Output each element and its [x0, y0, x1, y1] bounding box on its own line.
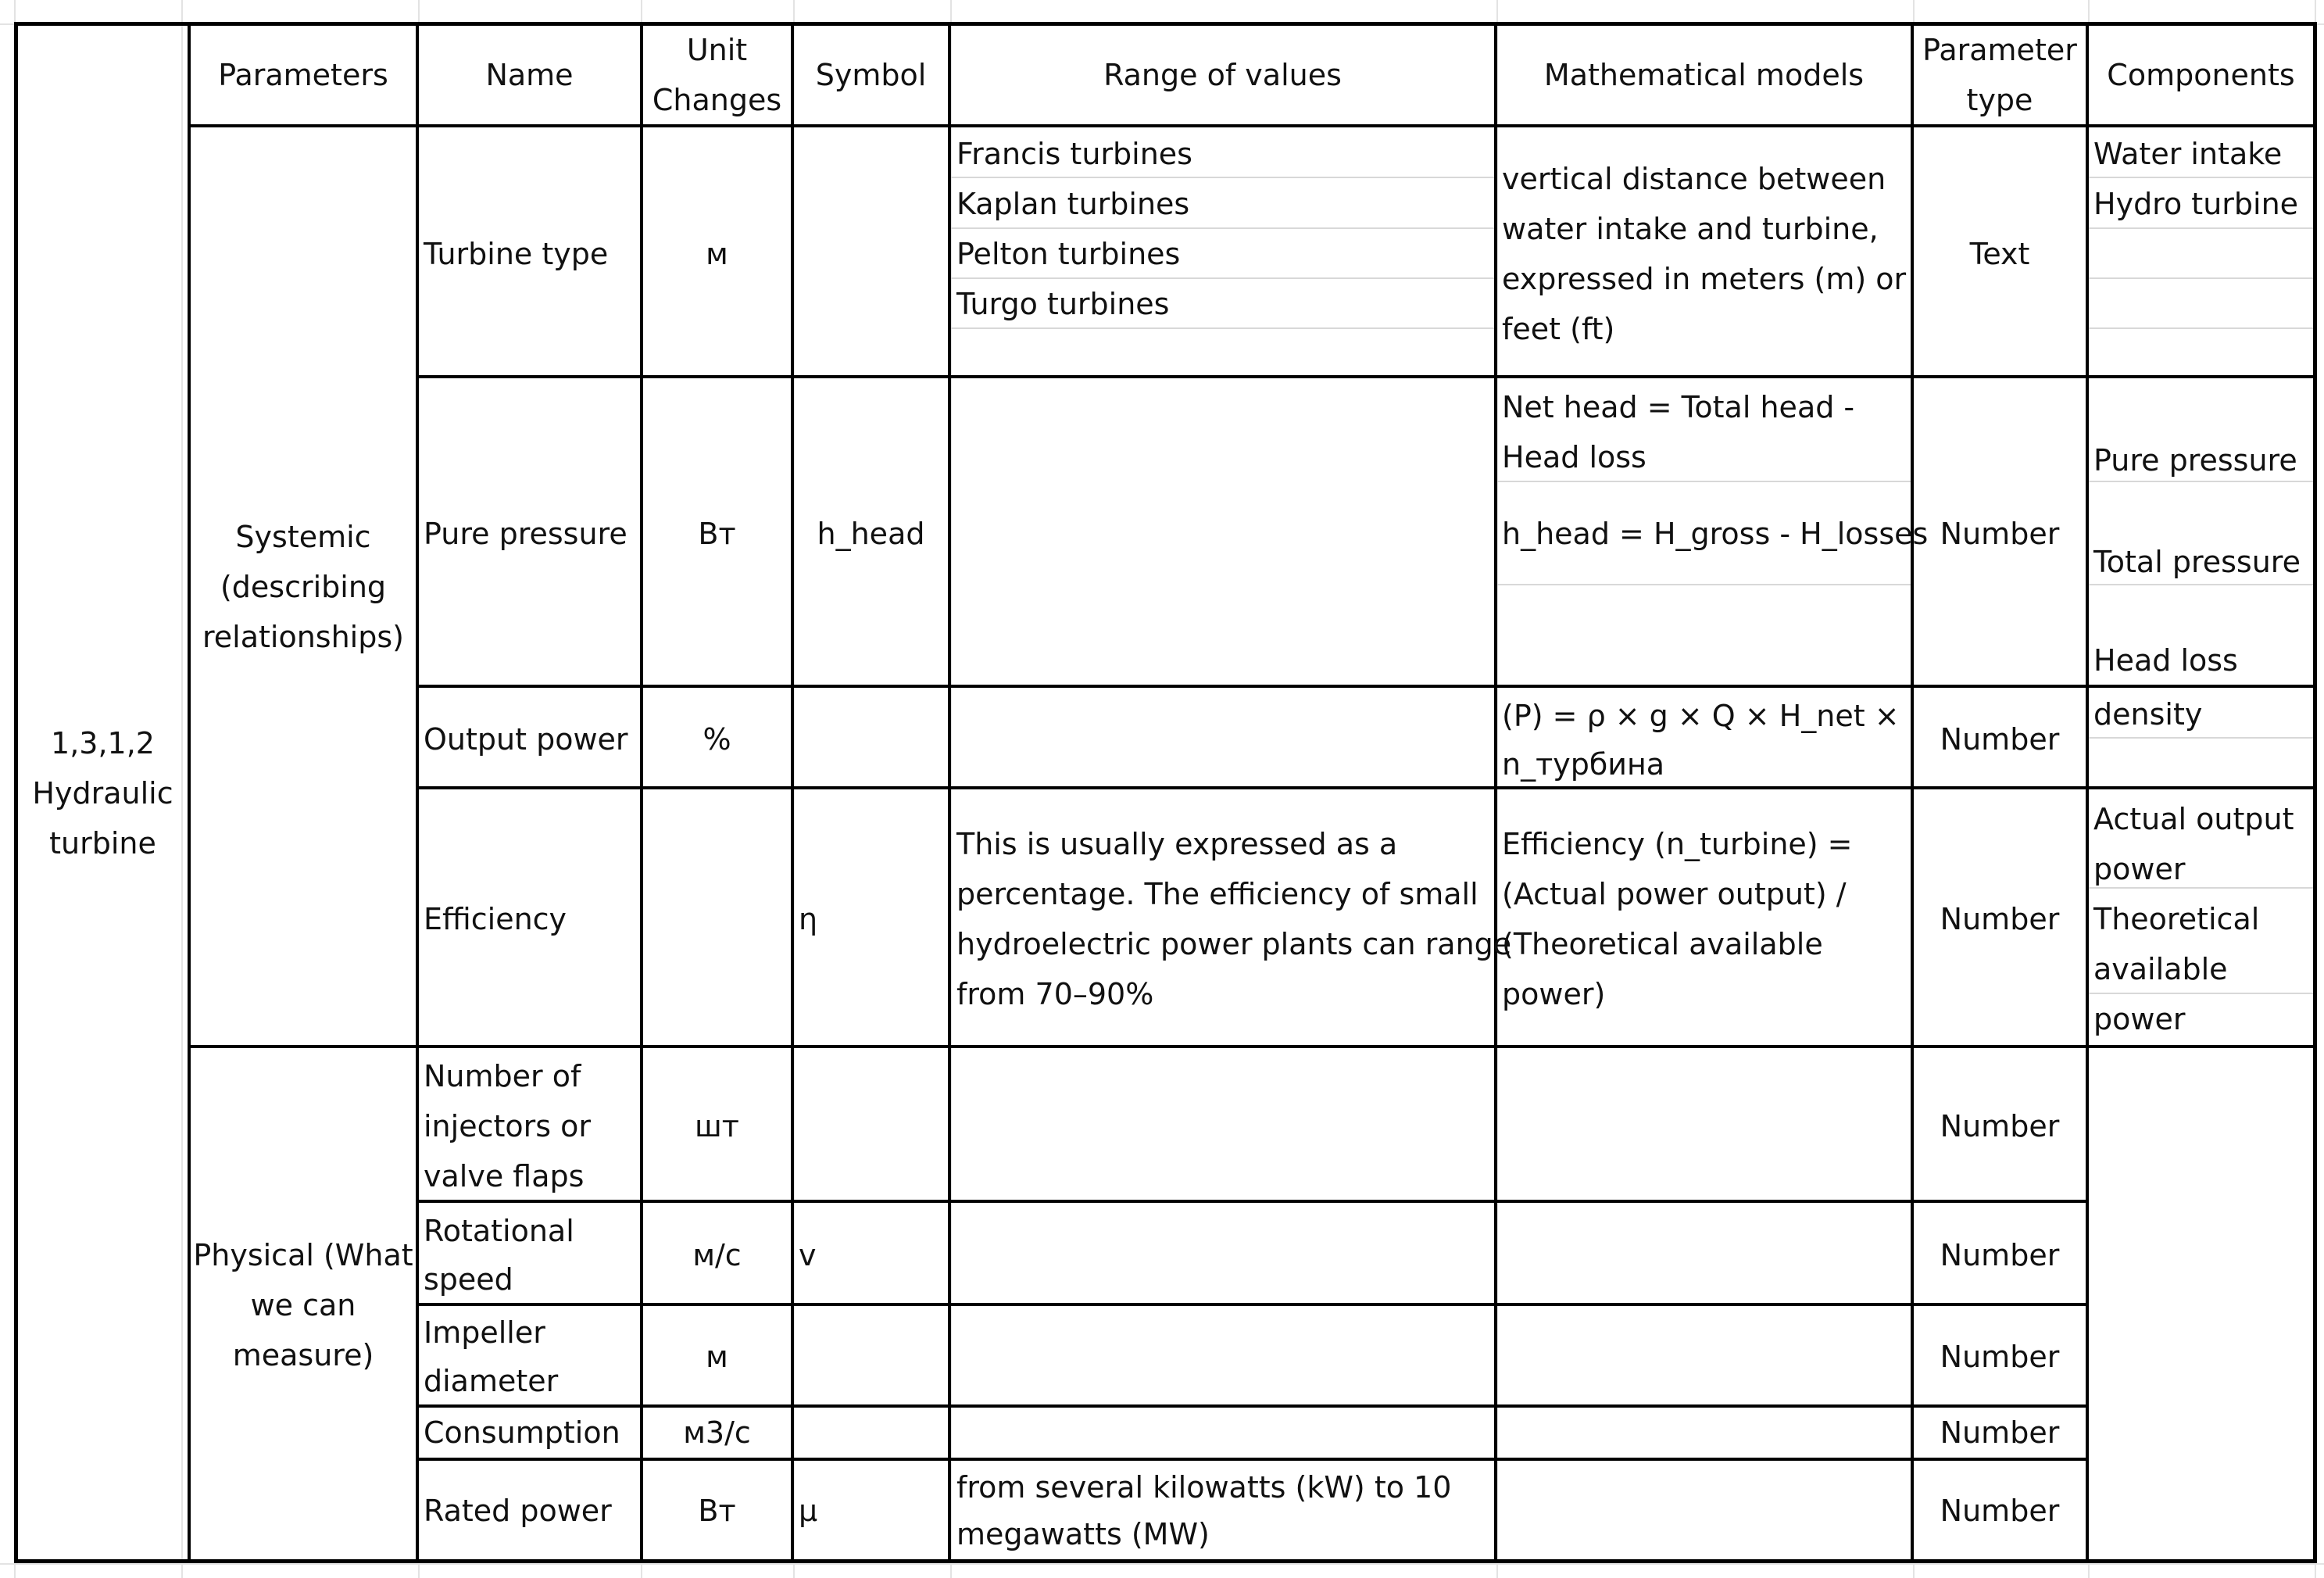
cell-unit: шт	[695, 1109, 739, 1143]
cell-model-line: (Actual power output) /	[1502, 877, 1847, 911]
cell-name-line: Rotational	[424, 1214, 574, 1248]
cell-component: Pure pressure	[2093, 443, 2297, 478]
object-label-line2: Hydraulic	[32, 776, 173, 810]
cell-name-line: Number of	[424, 1059, 581, 1093]
cell-model-line: expressed in meters (m) or	[1502, 262, 1907, 296]
group-systemic-line1: Systemic	[235, 520, 371, 554]
header-parameters: Parameters	[218, 58, 388, 92]
cell-range-line: Francis turbines	[956, 137, 1192, 171]
cell-ptype: Text	[1969, 237, 2030, 271]
border-col	[791, 22, 794, 1563]
cell-model-line: vertical distance between	[1502, 162, 1886, 196]
cell-range-line: Turgo turbines	[956, 287, 1170, 321]
group-physical-line1: Physical (What	[193, 1238, 413, 1272]
cell-name: Efficiency	[424, 902, 567, 936]
group-systemic-line2: (describing	[220, 570, 387, 604]
header-models: Mathematical models	[1543, 58, 1865, 92]
header-ptype-line1: Parameter	[1922, 33, 2077, 67]
object-label-line3: turbine	[49, 826, 156, 861]
cell-symbol: h_head	[817, 517, 925, 551]
cell-component: power	[2093, 852, 2186, 886]
cell-range-line: Kaplan turbines	[956, 187, 1190, 221]
cell-model-line: Head loss	[1502, 440, 1646, 474]
cell-unit: Вт	[698, 1494, 736, 1528]
cell-unit: м	[706, 1340, 728, 1374]
border-col	[948, 22, 951, 1563]
cell-component: Theoretical	[2093, 902, 2260, 936]
cell-component: Hydro turbine	[2093, 187, 2299, 221]
cell-model-line: h_head = H_gross - H_losses	[1502, 517, 1929, 551]
object-label-line1: 1,3,1,2	[51, 726, 155, 760]
cell-unit: Вт	[698, 517, 736, 551]
cell-ptype: Number	[1940, 1415, 2060, 1450]
border-row	[416, 375, 2317, 378]
header-unit-line1: Unit	[686, 33, 748, 67]
group-physical-line3: measure)	[232, 1338, 374, 1372]
cell-component: density	[2093, 697, 2203, 732]
border-row	[416, 1303, 2089, 1306]
cell-model-line: (P) = ρ × g × Q × H_net ×	[1502, 699, 1900, 733]
header-unit-line2: Changes	[652, 83, 782, 117]
cell-ptype: Number	[1940, 1340, 2060, 1374]
cell-ptype: Number	[1940, 1494, 2060, 1528]
cell-separator	[2088, 327, 2315, 329]
border-row	[416, 786, 2317, 789]
cell-name-line: valve flaps	[424, 1159, 585, 1193]
header-ptype-line2: type	[1966, 83, 2033, 117]
group-systemic-line3: relationships)	[202, 620, 404, 654]
border-col	[1494, 22, 1497, 1563]
cell-range-line: This is usually expressed as a	[956, 827, 1398, 861]
cell-name: Pure pressure	[424, 517, 627, 551]
cell-model-line: Efficiency (n_turbine) =	[1502, 827, 1853, 861]
header-symbol: Symbol	[815, 58, 927, 92]
gridline	[0, 1563, 2324, 1565]
border-col	[2086, 22, 2089, 1563]
cell-range-line: hydroelectric power plants can range	[956, 927, 1512, 961]
border-right	[2313, 22, 2317, 1563]
cell-model-line: Net head = Total head -	[1502, 390, 1855, 424]
cell-range-line: megawatts (MW)	[956, 1517, 1210, 1551]
cell-unit: м3/с	[683, 1415, 751, 1450]
cell-component: available	[2093, 952, 2228, 986]
cell-symbol: η	[799, 902, 818, 936]
header-components: Components	[2107, 58, 2295, 92]
cell-name-line: injectors or	[424, 1109, 591, 1143]
cell-unit: %	[703, 722, 731, 757]
cell-model-line: power)	[1502, 977, 1606, 1011]
cell-ptype: Number	[1940, 722, 2060, 757]
cell-name: Consumption	[424, 1415, 620, 1450]
cell-range-line: from several kilowatts (kW) to 10	[956, 1470, 1452, 1505]
cell-model-line: n_турбина	[1502, 747, 1665, 782]
cell-component: Actual output	[2093, 802, 2294, 836]
cell-name-line: diameter	[424, 1364, 559, 1398]
border-group	[188, 1045, 2317, 1048]
header-range: Range of values	[1103, 58, 1342, 92]
border-bottom	[14, 1559, 2317, 1563]
cell-model-line: (Theoretical available	[1502, 927, 1823, 961]
cell-range-line: Pelton turbines	[956, 237, 1181, 271]
cell-separator	[2088, 277, 2315, 279]
cell-symbol: v	[799, 1238, 817, 1272]
cell-ptype: Number	[1940, 517, 2060, 551]
cell-name: Output power	[424, 722, 628, 757]
cell-ptype: Number	[1940, 1109, 2060, 1143]
cell-component: Total pressure	[2093, 545, 2301, 579]
cell-component: Head loss	[2093, 643, 2238, 678]
group-physical-line2: we can	[250, 1288, 356, 1322]
cell-component: power	[2093, 1002, 2186, 1036]
cell-model-line: water intake and turbine,	[1502, 212, 1879, 246]
cell-model-line: feet (ft)	[1502, 312, 1615, 346]
cell-name: Rated power	[424, 1494, 612, 1528]
cell-name: Turbine type	[424, 237, 609, 271]
border-row	[416, 685, 2317, 688]
cell-separator	[1496, 584, 1913, 585]
cell-symbol: μ	[799, 1494, 818, 1528]
cell-range-line: percentage. The efficiency of small	[956, 877, 1478, 911]
cell-name-line: speed	[424, 1262, 513, 1297]
cell-ptype: Number	[1940, 902, 2060, 936]
border-row	[416, 1458, 2089, 1461]
cell-unit: м/с	[692, 1238, 742, 1272]
header-name: Name	[485, 58, 574, 92]
border-row	[416, 1200, 2089, 1203]
cell-component: Water intake	[2093, 137, 2283, 171]
cell-range-line: from 70–90%	[956, 977, 1154, 1011]
cell-unit: м	[706, 237, 728, 271]
border-col	[416, 22, 419, 1563]
cell-ptype: Number	[1940, 1238, 2060, 1272]
cell-name-line: Impeller	[424, 1315, 545, 1350]
